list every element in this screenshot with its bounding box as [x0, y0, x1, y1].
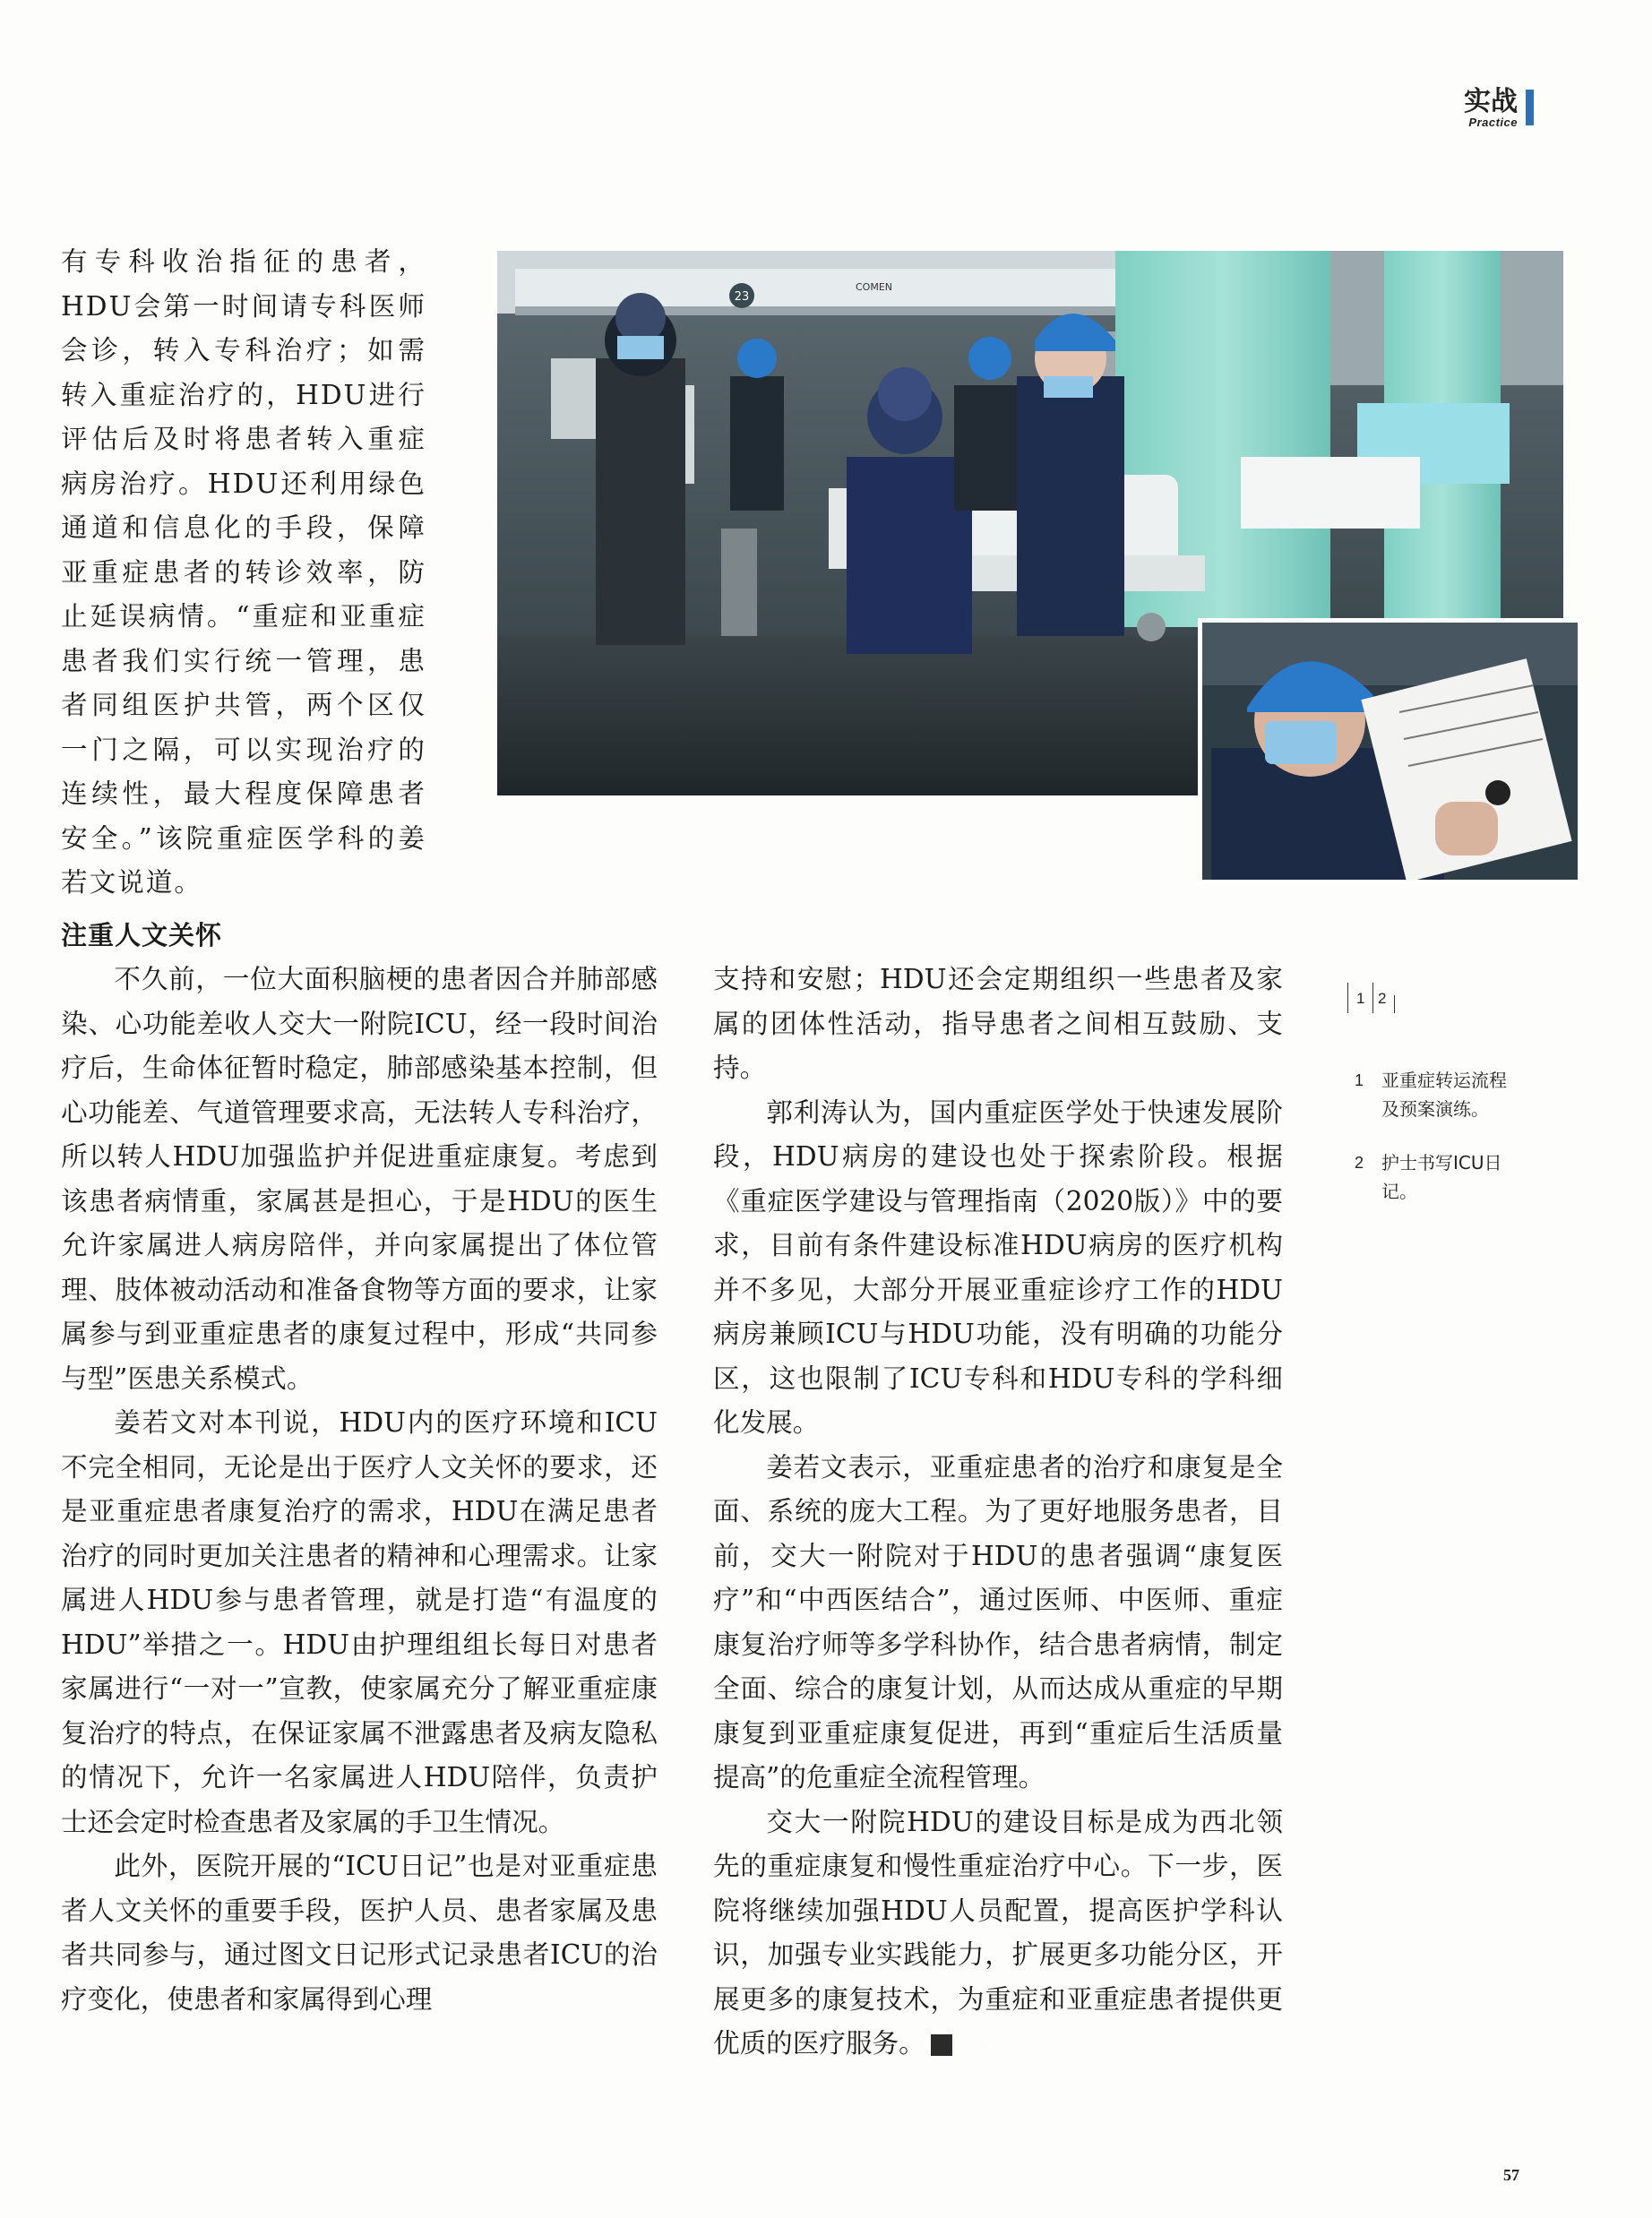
col1-paragraph-3: 此外，医院开展的“ICU日记”也是对亚重症患者人文关怀的重要手段，医护人员、患者家属及患者共同参与，通过图文日记形式记录患者ICU的治疗变化，使患者和家属得到心理 — [61, 1851, 658, 2015]
col2-paragraph-4-text: 交大一附院HDU的建设目标是成为西北领先的重症康复和慢性重症治疗中心。下一步，医院将继续加强HDU人员配置，提高医护学科认识，加强专业实践能力，扩展更多功能分区，开展更多的康复技术，为重症和亚重症患者提供更优质的医疗服务。 — [713, 1806, 1283, 2059]
photo-nurse-writing-icu-diary — [1198, 618, 1582, 884]
col2-paragraph-2: 郭利涛认为，国内重症医学处于快速发展阶段，HDU病房的建设也处于探索阶段。根据《重症医学建设与管理指南（2020版）》中的要求，目前有条件建设标准HDU病房的医疗机构并不多见，大部分开展亚重症诊疗工作的HDU病房兼顾ICU与HDU功能，没有明确的功能分区，这也限制了ICU专科和HDU专科的学科细化发展。 — [713, 1096, 1283, 1438]
section-accent-bar — [1526, 90, 1534, 125]
col1-paragraph-2: 姜若文对本刊说，HDU内的医疗环境和ICU不完全相同，无论是出于医疗人文关怀的要求，还是亚重症患者康复治疗的需求，HDU在满足患者治疗的同时更加关注患者的精神和心理需求。让家属进人HDU参与患者管理，就是打造“有温度的HDU”举措之一。HDU由护理组组长每日对患者家属进行“一对一”宣教，使家属充分了解亚重症康复治疗的特点，在保证家属不泄露患者及病友隐私的情况下，允许一名家属进人HDU陪伴，负责护士还会定时检查患者及家属的手卫生情况。 — [61, 1407, 658, 1837]
marker-line-middle — [1372, 983, 1373, 1013]
body-column-1 — [61, 958, 658, 2022]
caption-2-text: 护士书写ICU日记。 — [1381, 1152, 1502, 1202]
col2-paragraph-3: 姜若文表示，亚重症患者的治疗和康复是全面、系统的庞大工程。为了更好地服务患者，目前，交大一附院对于HDU的患者强调“康复医疗”和“中西医结合”，通过医师、中医师、重症康复治疗师等多学科协作，结合患者病情，制定全面、综合的康复计划，从而达成从重症的早期康复到亚重症康复促进，再到“重症后生活质量提高”的危重症全流程管理。 — [713, 1451, 1283, 1792]
caption-2 — [1355, 1148, 1507, 1206]
section-subtitle: Practice — [1468, 116, 1518, 129]
page-number: 57 — [1503, 2166, 1519, 2184]
intro-text: 有专科收治指征的患者，HDU会第一时间请专科医师会诊，转入专科治疗；如需转入重症治疗的，HDU进行评估后及时将患者转入重症病房治疗。HDU还利用绿色通道和信息化的手段，保障亚重症患者的转诊效率，防止延误病情。“重症和亚重症患者我们实行统一管理，患者同组医护共管，两个区仅一门之隔，可以实现治疗的连续性，最大程度保障患者安全。”该院重症医学科的姜若文说道。 — [61, 246, 426, 898]
col2-paragraph-1: 支持和安慰；HDU还会定期组织一些患者及家属的团体性活动，指导患者之间相互鼓励、支持。 — [713, 964, 1283, 1083]
marker-line-left — [1347, 983, 1348, 1013]
bed-number-label: 23 — [734, 290, 750, 304]
section-title: 实战 — [1464, 86, 1518, 117]
caption-2-number: 2 — [1355, 1154, 1364, 1172]
intro-paragraph — [61, 240, 426, 906]
marker-num-2: 2 — [1378, 990, 1387, 1007]
end-of-article-icon: Ξ — [931, 2034, 952, 2056]
col2-paragraph-4 — [713, 1801, 1283, 2067]
caption-1-text: 亚重症转运流程及预案演练。 — [1381, 1070, 1507, 1120]
section-heading: 注重人文关怀 — [61, 920, 223, 950]
marker-num-1: 1 — [1356, 990, 1365, 1007]
section-tag — [1464, 88, 1518, 129]
caption-1 — [1355, 1066, 1507, 1123]
photo-captions — [1355, 1066, 1507, 1231]
equipment-brand-label: COMEN — [856, 281, 893, 293]
marker-line-right — [1394, 995, 1395, 1013]
caption-1-number: 1 — [1355, 1071, 1364, 1089]
col1-paragraph-1: 不久前，一位大面积脑梗的患者因合并肺部感染、心功能差收人交大一附院ICU，经一段时间治疗后，生命体征暂时稳定，肺部感染基本控制，但心功能差、气道管理要求高，无法转人专科治疗，所以转人HDU加强监护并促进重症康复。考虑到该患者病情重，家属甚是担心，于是HDU的医生允许家属进人病房陪伴，并向家属提出了体位管理、肢体被动活动和准备食物等方面的要求，让家属参与到亚重症患者的康复过程中，形成“共同参与型”医患关系模式。 — [61, 964, 658, 1394]
body-column-2 — [713, 958, 1283, 2067]
